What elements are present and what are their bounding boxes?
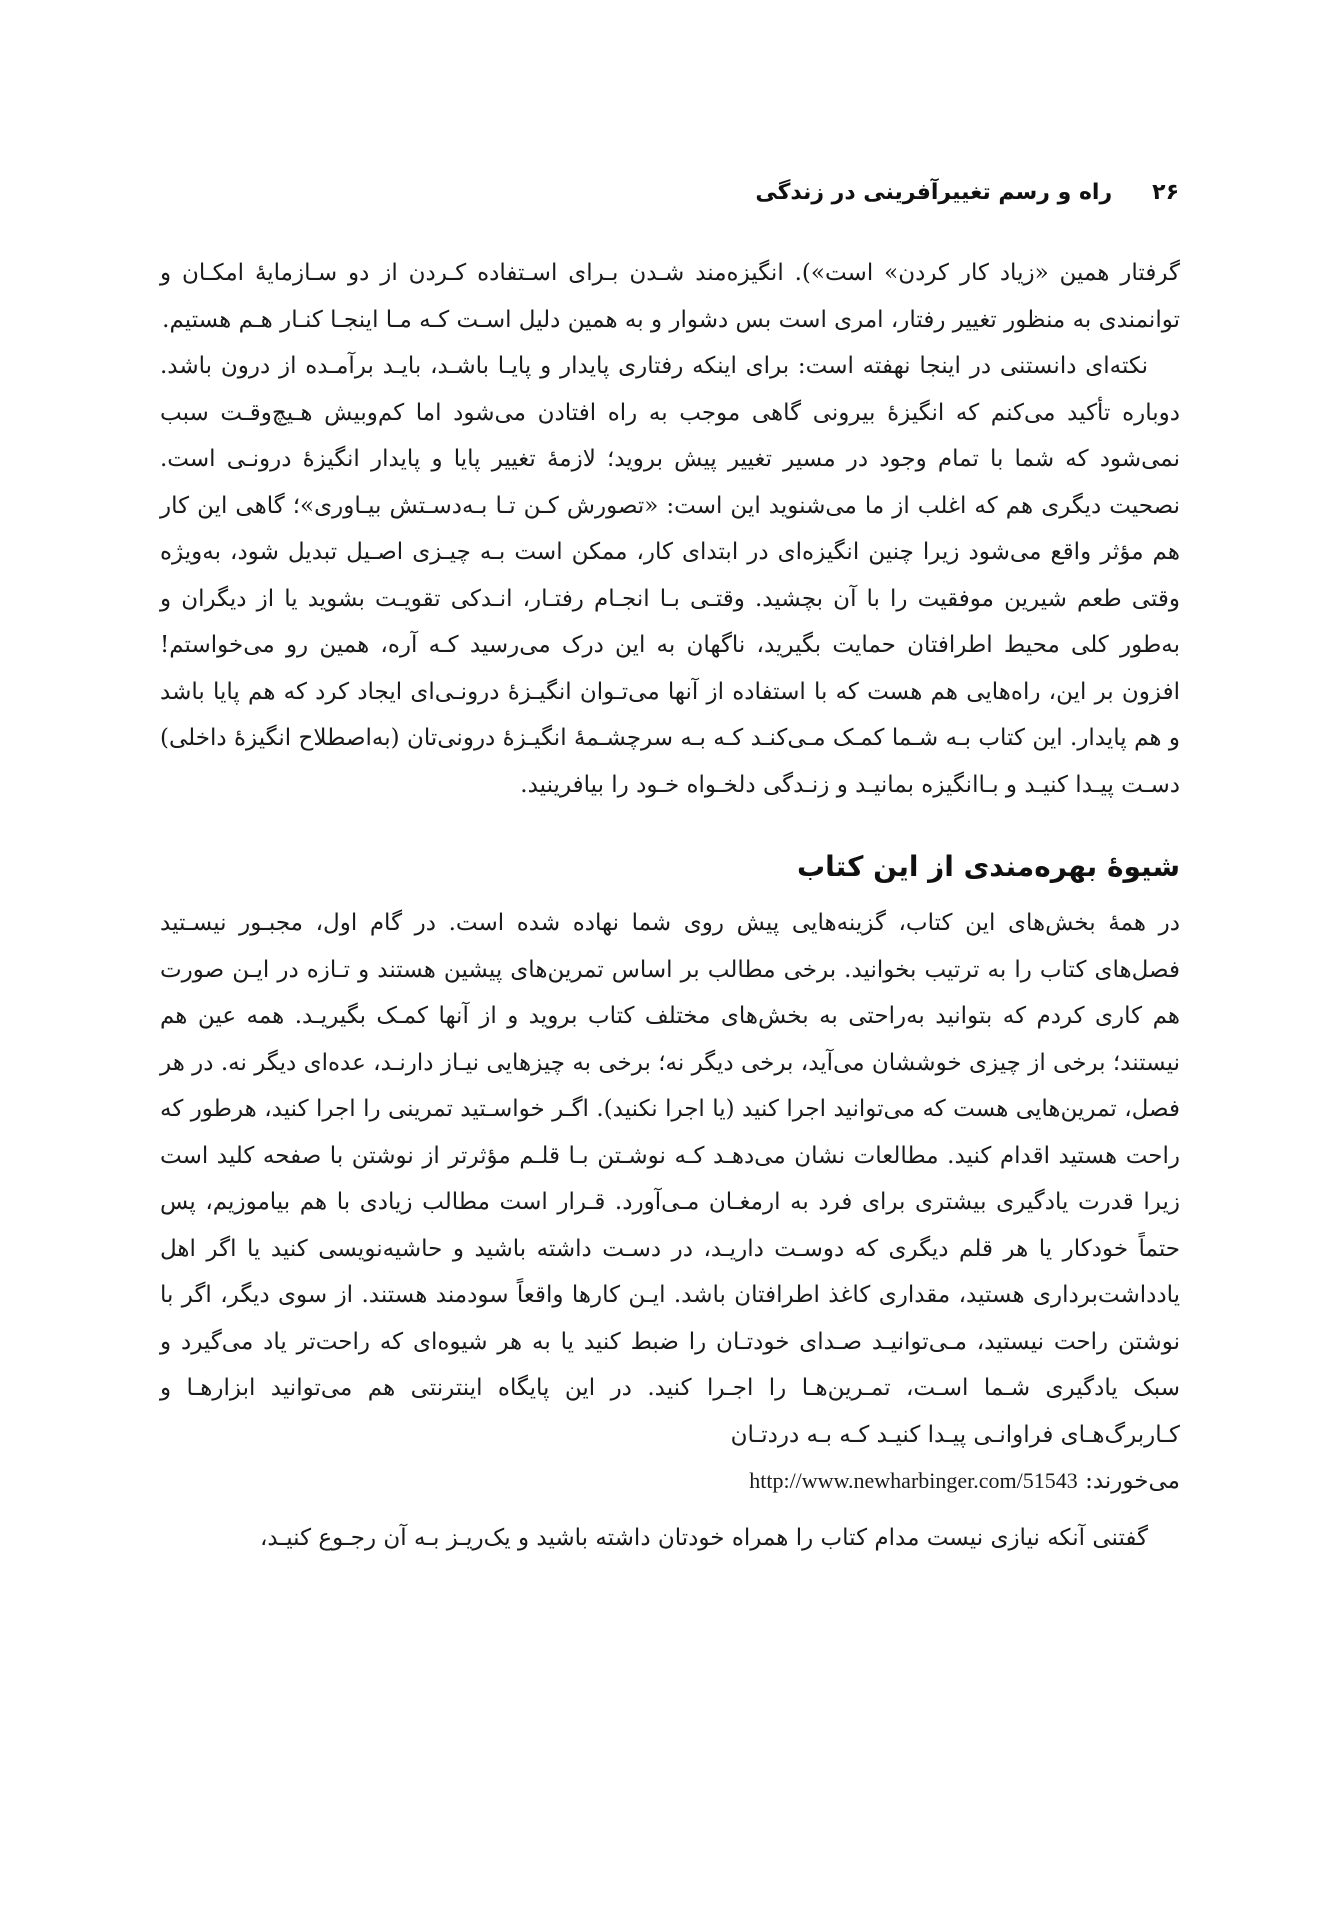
running-header xyxy=(160,172,1179,212)
body-text xyxy=(160,250,1180,1561)
paragraph-3: در همهٔ بخش‌های این کتاب، گزینه‌هایی پیش روی شما نهاده شده است. در گام اول، مجبـور نیسـتید فصل‌های کتاب را به ترتیب بخوانید. برخی مطالب بر اساس تمرین‌های پیشین هستند و تـازه در ایـن صورت هم کاری کردم که بتوانید به‌راحتی به بخش‌های مختلف کتاب بروید و از آنها کمـک بگیریـد. همه عین هم نیستند؛ برخی از چیزی خوششان می‌آید، برخی دیگر نه؛ برخی به چیزهایی نیـاز دارنـد، عده‌ای دیگر نه. در هر فصل، تمرین‌هایی هست که می‌توانید اجرا کنید (یا اجرا نکنید). اگـر خواسـتید تمرینی را اجرا کنید، هرطور که راحت هستید اقدام کنید. مطالعات نشان می‌دهـد کـه نوشـتن بـا قلـم مؤثرتر از نوشتن با صفحه کلید است زیرا قدرت یادگیری بیشتری برای فرد به ارمغـان مـی‌آورد. قـرار است مطالب زیادی با هم بیاموزیم، پس حتماً خودکار یا هر قلم دیگری که دوسـت داریـد، در دسـت داشته باشید و حاشیه‌نویسی کنید یا اگر اهل یادداشت‌برداری هستید، مقداری کاغذ اطرافتان باشد. ایـن کارها واقعاً سودمند هستند. از سوی دیگر، اگر با نوشتن راحت نیستید، مـی‌توانیـد صـدای خودتـان را ضبط کنید یا به هر شیوه‌ای که راحت‌تر یاد می‌گیرد و سبک یادگیری شـما اسـت، تمـرین‌هـا را اجـرا کنید. در این پایگاه اینترنتی هم می‌توانید ابزارهـا و کـاربرگ‌هـای فراوانـی پیـدا کنیـد کـه بـه دردتـان xyxy=(160,910,1181,1448)
page-number: ۲۶ xyxy=(1152,179,1179,205)
paragraph-4: گفتنی آنکه نیازی نیست مدام کتاب را همراه خودتان داشته باشید و یک‌ریـز بـه آن رجـوع کنیـد، xyxy=(260,1524,1148,1551)
paragraph-2: نکته‌ای دانستنی در اینجا نهفته است: برای اینکه رفتاری پایدار و پایـا باشـد، بایـد برآمـده از درون باشد. دوباره تأکید می‌کنم که انگیزهٔ بیرونی گاهی موجب به راه افتادن می‌شود اما کم‌وبیش هـیچ‌وقـت سبب نمی‌شود که شما با تمام وجود در مسیر تغییر پیش بروید؛ لازمهٔ تغییر پایا و پایدار انگیزهٔ درونـی است. نصحیت دیگری هم که اغلب از ما می‌شنوید این است: «تصورش کـن تـا بـه‌دسـتش بیـاوری»؛ گاهی این کار هم مؤثر واقع می‌شود زیرا چنین انگیزه‌ای در ابتدای کار، ممکن است بـه چیـزی اصـیل تبدیل شود، به‌ویژه وقتی طعم شیرین موفقیت را با آن بچشید. وقتـی بـا انجـام رفتـار، انـدکی تقویـت بشوید یا از دیگران و به‌طور کلی محیط اطرافتان حمایت بگیرید، ناگهان به این درک می‌رسید کـه آره، همین رو می‌خواستم! افزون بر این، راه‌هایی هم هست که با استفاده از آنها می‌تـوان انگیـزهٔ درونـی‌ای ایجاد کرد که هم پایا باشد و هم پایدار. این کتاب بـه شـما کمـک مـی‌کنـد کـه بـه سرچشـمهٔ انگیـزهٔ درونی‌تان (به‌اصطلاح انگیزهٔ داخلی) دسـت پیـدا کنیـد و بـاانگیزه بمانیـد و زنـدگی دلخـواه خـود را بیافرینید. xyxy=(160,353,1180,798)
section-heading: شیوهٔ بهره‌مندی از این کتاب xyxy=(797,850,1180,883)
paragraph-1: گرفتار همین «زیاد کار کردن» است»). انگیزه‌مند شـدن بـرای اسـتفاده کـردن از دو سـازمایهٔ امکـان و توانمندی به منظور تغییر رفتار، امری است بس دشوار و به همین دلیل اسـت کـه مـا اینجـا کنـار هـم هستیم. xyxy=(160,260,1180,333)
book-title: راه و رسم تغییرآفرینی در زندگی xyxy=(755,179,1113,205)
resource-link[interactable]: http://www.newharbinger.com/51543 xyxy=(749,1468,1078,1493)
url-line xyxy=(160,1458,1180,1505)
url-prefix: می‌خورند: xyxy=(1085,1468,1180,1494)
